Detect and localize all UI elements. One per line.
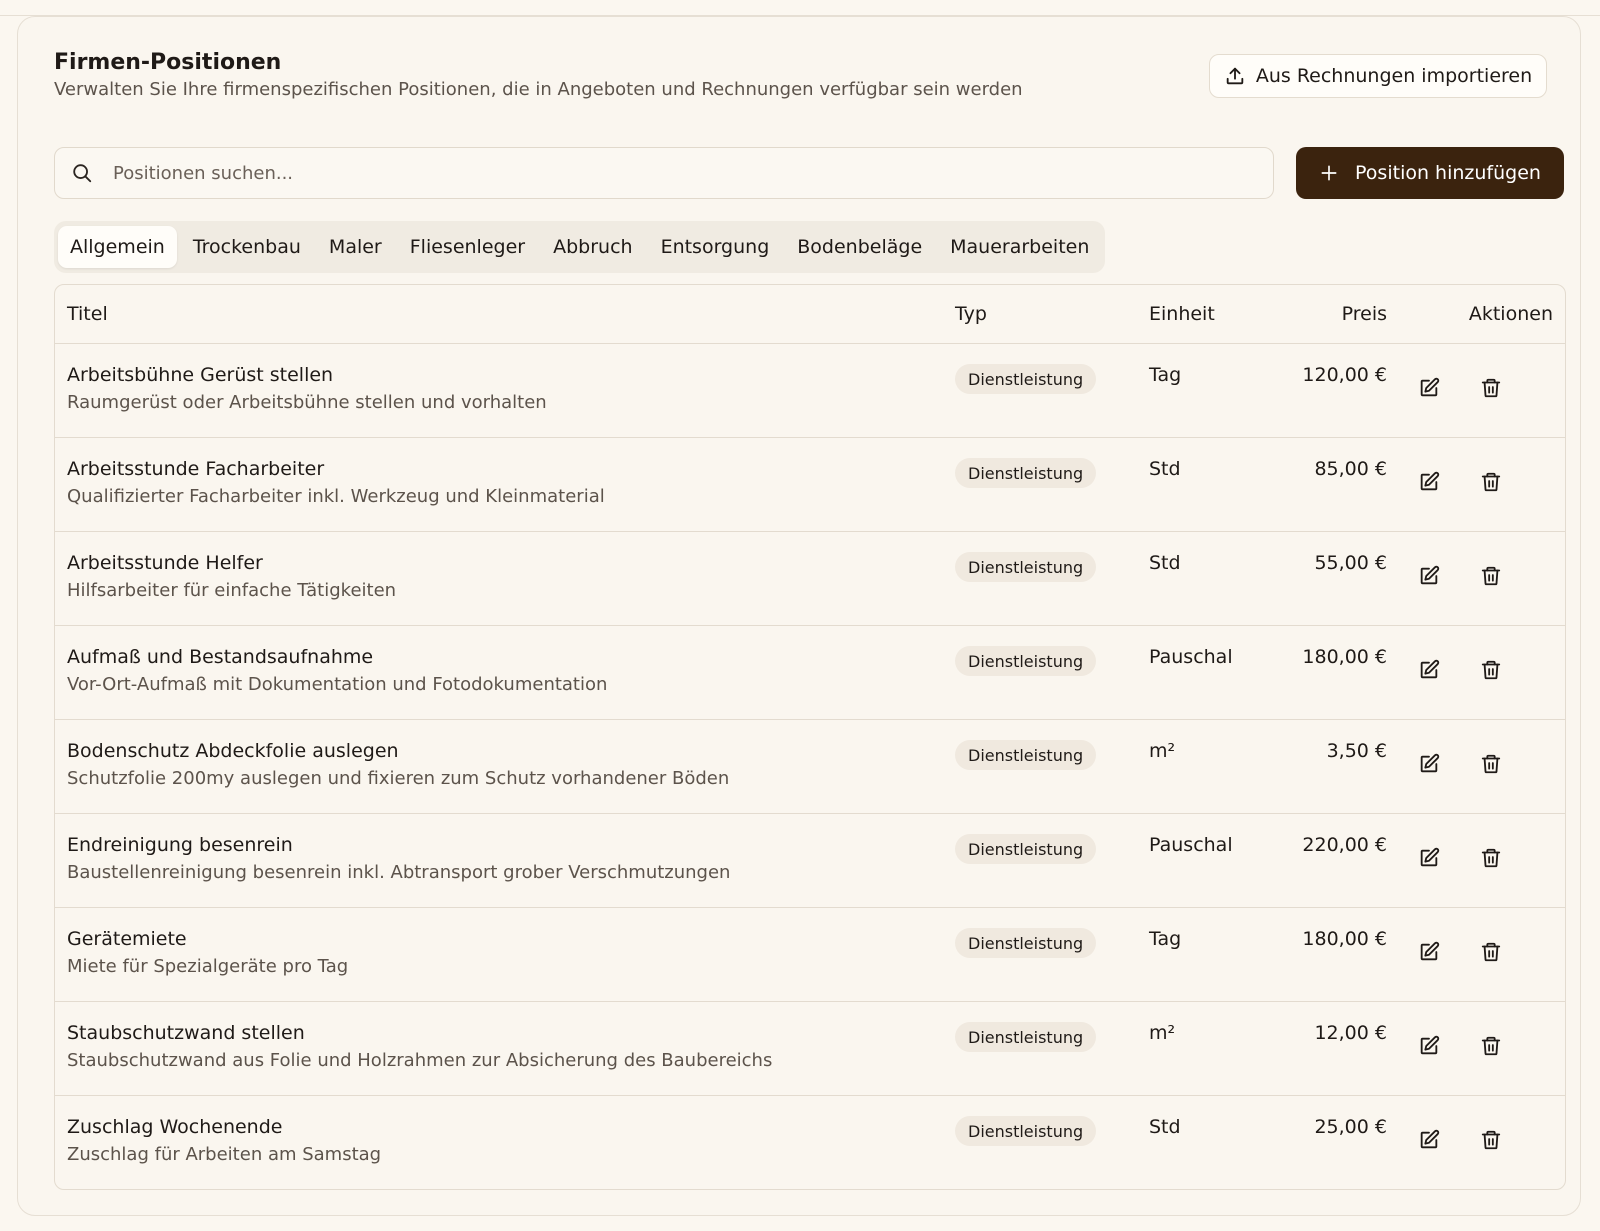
row-price: 180,00 € xyxy=(1302,646,1387,668)
trash-icon xyxy=(1480,753,1502,775)
row-description: Schutzfolie 200my auslegen und fixieren zum Schutz vorhandener Böden xyxy=(67,768,730,789)
trash-icon xyxy=(1480,471,1502,493)
add-position-label: Position hinzufügen xyxy=(1355,162,1541,184)
row-title: Arbeitsstunde Helfer xyxy=(67,552,263,574)
table-row xyxy=(55,814,1565,908)
type-badge: Dienstleistung xyxy=(955,1022,1096,1052)
row-title: Endreinigung besenrein xyxy=(67,834,293,856)
table-row xyxy=(55,532,1565,626)
row-price: 180,00 € xyxy=(1302,928,1387,950)
row-description: Qualifizierter Facharbeiter inkl. Werkzeug und Kleinmaterial xyxy=(67,486,605,507)
type-badge: Dienstleistung xyxy=(955,740,1096,770)
type-badge: Dienstleistung xyxy=(955,1116,1096,1146)
table-row xyxy=(55,908,1565,1002)
row-description: Raumgerüst oder Arbeitsbühne stellen und vorhalten xyxy=(67,392,547,413)
row-description: Staubschutzwand aus Folie und Holzrahmen zur Absicherung des Baubereichs xyxy=(67,1050,773,1071)
row-unit: m² xyxy=(1149,740,1176,762)
row-unit: Std xyxy=(1149,1116,1181,1138)
edit-button[interactable] xyxy=(1415,844,1443,872)
edit-icon xyxy=(1418,565,1440,587)
trash-icon xyxy=(1480,1035,1502,1057)
edit-button[interactable] xyxy=(1415,562,1443,590)
header-title[interactable]: Titel xyxy=(67,303,108,325)
type-badge: Dienstleistung xyxy=(955,646,1096,676)
delete-button[interactable] xyxy=(1477,938,1505,966)
page-title: Firmen-Positionen xyxy=(54,50,282,75)
delete-button[interactable] xyxy=(1477,468,1505,496)
edit-icon xyxy=(1418,1035,1440,1057)
row-title: Arbeitsstunde Facharbeiter xyxy=(67,458,325,480)
trash-icon xyxy=(1480,377,1502,399)
tab-allgemein[interactable]: Allgemein xyxy=(58,226,177,268)
row-title: Zuschlag Wochenende xyxy=(67,1116,283,1138)
row-price: 220,00 € xyxy=(1302,834,1387,856)
row-description: Vor-Ort-Aufmaß mit Dokumentation und Fotodokumentation xyxy=(67,674,608,695)
edit-button[interactable] xyxy=(1415,938,1443,966)
row-unit: Tag xyxy=(1149,364,1182,386)
tab-maler[interactable]: Maler xyxy=(328,236,382,258)
edit-icon xyxy=(1418,847,1440,869)
table-row xyxy=(55,438,1565,532)
table-body xyxy=(55,344,1565,1189)
type-badge: Dienstleistung xyxy=(955,458,1096,488)
tab-trockenbau[interactable]: Trockenbau xyxy=(192,236,301,258)
delete-button[interactable] xyxy=(1477,1126,1505,1154)
edit-button[interactable] xyxy=(1415,750,1443,778)
row-price: 12,00 € xyxy=(1314,1022,1387,1044)
trash-icon xyxy=(1480,565,1502,587)
search-input[interactable] xyxy=(111,162,1215,185)
delete-button[interactable] xyxy=(1477,844,1505,872)
header-price[interactable]: Preis xyxy=(1341,303,1387,325)
row-unit: Std xyxy=(1149,552,1181,574)
trash-icon xyxy=(1480,659,1502,681)
delete-button[interactable] xyxy=(1477,562,1505,590)
table-row xyxy=(55,1002,1565,1096)
tab-abbruch[interactable]: Abbruch xyxy=(553,236,633,258)
edit-button[interactable] xyxy=(1415,656,1443,684)
type-badge: Dienstleistung xyxy=(955,364,1096,394)
row-price: 3,50 € xyxy=(1326,740,1387,762)
edit-icon xyxy=(1418,1129,1440,1151)
trash-icon xyxy=(1480,1129,1502,1151)
type-badge: Dienstleistung xyxy=(955,834,1096,864)
row-title: Gerätemiete xyxy=(67,928,187,950)
category-tabs xyxy=(54,221,1105,273)
row-unit: m² xyxy=(1149,1022,1176,1044)
tab-entsorgung[interactable]: Entsorgung xyxy=(660,236,770,258)
delete-button[interactable] xyxy=(1477,750,1505,778)
row-unit: Tag xyxy=(1149,928,1182,950)
trash-icon xyxy=(1480,941,1502,963)
header-type[interactable]: Typ xyxy=(955,303,987,325)
row-unit: Pauschal xyxy=(1149,646,1233,668)
upload-icon xyxy=(1224,65,1246,87)
import-button-label: Aus Rechnungen importieren xyxy=(1255,65,1533,87)
tab-bodenbelaege[interactable]: Bodenbeläge xyxy=(797,236,923,258)
add-position-button[interactable] xyxy=(1296,147,1564,199)
row-description: Hilfsarbeiter für einfache Tätigkeiten xyxy=(67,580,397,601)
plus-icon xyxy=(1319,163,1339,183)
type-badge: Dienstleistung xyxy=(955,928,1096,958)
delete-button[interactable] xyxy=(1477,1032,1505,1060)
edit-icon xyxy=(1418,941,1440,963)
header-actions: Aktionen xyxy=(1468,303,1553,325)
edit-icon xyxy=(1418,377,1440,399)
row-price: 85,00 € xyxy=(1314,458,1387,480)
delete-button[interactable] xyxy=(1477,374,1505,402)
positions-card xyxy=(17,16,1581,1216)
row-title: Aufmaß und Bestandsaufnahme xyxy=(67,646,374,668)
row-unit: Pauschal xyxy=(1149,834,1233,856)
page-subtitle: Verwalten Sie Ihre firmenspezifischen Positionen, die in Angeboten und Rechnungen verfügbar sein werden xyxy=(54,79,1023,100)
edit-icon xyxy=(1418,659,1440,681)
edit-button[interactable] xyxy=(1415,468,1443,496)
row-description: Miete für Spezialgeräte pro Tag xyxy=(67,956,349,977)
row-title: Bodenschutz Abdeckfolie auslegen xyxy=(67,740,399,762)
edit-icon xyxy=(1418,753,1440,775)
table-row xyxy=(55,1096,1565,1189)
row-title: Staubschutzwand stellen xyxy=(67,1022,305,1044)
table-row xyxy=(55,720,1565,814)
search-icon xyxy=(71,162,93,184)
import-from-invoices-button[interactable] xyxy=(1209,54,1547,98)
row-description: Baustellenreinigung besenrein inkl. Abtransport grober Verschmutzungen xyxy=(67,862,731,883)
trash-icon xyxy=(1480,847,1502,869)
tab-mauerarbeiten[interactable]: Mauerarbeiten xyxy=(950,236,1090,258)
delete-button[interactable] xyxy=(1477,656,1505,684)
row-unit: Std xyxy=(1149,458,1181,480)
row-price: 25,00 € xyxy=(1314,1116,1387,1138)
search-box xyxy=(54,147,1274,199)
row-title: Arbeitsbühne Gerüst stellen xyxy=(67,364,334,386)
edit-button[interactable] xyxy=(1415,1126,1443,1154)
edit-button[interactable] xyxy=(1415,374,1443,402)
table-header xyxy=(55,285,1565,344)
type-badge: Dienstleistung xyxy=(955,552,1096,582)
row-price: 120,00 € xyxy=(1302,364,1387,386)
header-unit[interactable]: Einheit xyxy=(1149,303,1215,325)
edit-icon xyxy=(1418,471,1440,493)
table-row xyxy=(55,626,1565,720)
row-description: Zuschlag für Arbeiten am Samstag xyxy=(67,1144,382,1165)
positions-table xyxy=(54,284,1566,1190)
table-row xyxy=(55,344,1565,438)
edit-button[interactable] xyxy=(1415,1032,1443,1060)
tab-fliesenleger[interactable]: Fliesenleger xyxy=(409,236,526,258)
row-price: 55,00 € xyxy=(1314,552,1387,574)
